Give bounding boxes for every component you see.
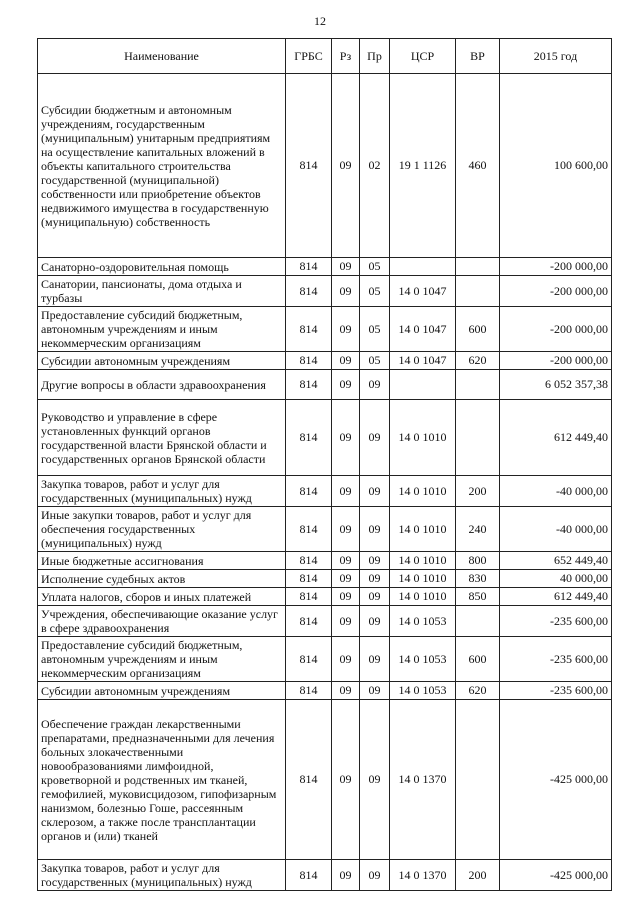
col-header-csr: ЦСР <box>390 39 456 74</box>
amount-cell: -425 000,00 <box>500 860 612 891</box>
amount-cell: -200 000,00 <box>500 307 612 352</box>
rz-cell: 09 <box>332 507 360 552</box>
row-name-cell: Предоставление субсидий бюджетным, автономным учреждениям и иным некоммерческим организациям <box>38 307 286 352</box>
pr-cell: 09 <box>360 588 390 606</box>
rz-cell: 09 <box>332 307 360 352</box>
grbs-cell: 814 <box>286 606 332 637</box>
csr-cell: 14 0 1370 <box>390 700 456 860</box>
grbs-cell: 814 <box>286 570 332 588</box>
amount-cell: -200 000,00 <box>500 276 612 307</box>
vr-cell <box>456 400 500 476</box>
rz-cell: 09 <box>332 276 360 307</box>
amount-cell: -425 000,00 <box>500 700 612 860</box>
csr-cell: 14 0 1010 <box>390 588 456 606</box>
pr-cell: 05 <box>360 352 390 370</box>
col-header-vr: ВР <box>456 39 500 74</box>
pr-cell: 09 <box>360 370 390 400</box>
rz-cell: 09 <box>332 588 360 606</box>
table-row <box>38 588 612 606</box>
table-row <box>38 307 612 352</box>
vr-cell <box>456 606 500 637</box>
rz-cell: 09 <box>332 352 360 370</box>
rz-cell: 09 <box>332 400 360 476</box>
vr-cell: 200 <box>456 860 500 891</box>
grbs-cell: 814 <box>286 860 332 891</box>
col-header-name: Наименование <box>38 39 286 74</box>
vr-cell: 830 <box>456 570 500 588</box>
table-row <box>38 507 612 552</box>
grbs-cell: 814 <box>286 258 332 276</box>
vr-cell: 460 <box>456 74 500 258</box>
row-name-cell: Субсидии бюджетным и автономным учреждениям, государственным (муниципальным) унитарным предприятиям на осуществление капитальных вложений в объекты капитального строительства государственной (муниципальной) собственности или приобретение объектов недвижимого имущества в государственную (муниципальную) собственность <box>38 74 286 258</box>
csr-cell: 14 0 1053 <box>390 682 456 700</box>
csr-cell: 14 0 1047 <box>390 307 456 352</box>
col-header-pr: Пр <box>360 39 390 74</box>
table-row <box>38 552 612 570</box>
csr-cell: 19 1 1126 <box>390 74 456 258</box>
row-name-cell: Закупка товаров, работ и услуг для государственных (муниципальных) нужд <box>38 860 286 891</box>
vr-cell <box>456 700 500 860</box>
table-row <box>38 570 612 588</box>
amount-cell: 612 449,40 <box>500 400 612 476</box>
row-name-cell: Субсидии автономным учреждениям <box>38 352 286 370</box>
pr-cell: 09 <box>360 570 390 588</box>
table-row <box>38 276 612 307</box>
pr-cell: 09 <box>360 700 390 860</box>
rz-cell: 09 <box>332 74 360 258</box>
pr-cell: 09 <box>360 552 390 570</box>
vr-cell: 800 <box>456 552 500 570</box>
rz-cell: 09 <box>332 637 360 682</box>
vr-cell: 600 <box>456 307 500 352</box>
rz-cell: 09 <box>332 682 360 700</box>
grbs-cell: 814 <box>286 507 332 552</box>
vr-cell <box>456 370 500 400</box>
amount-cell: -40 000,00 <box>500 507 612 552</box>
amount-cell: 612 449,40 <box>500 588 612 606</box>
pr-cell: 09 <box>360 637 390 682</box>
row-name-cell: Предоставление субсидий бюджетным, автономным учреждениям и иным некоммерческим организациям <box>38 637 286 682</box>
csr-cell: 14 0 1010 <box>390 476 456 507</box>
vr-cell: 620 <box>456 682 500 700</box>
amount-cell: -40 000,00 <box>500 476 612 507</box>
table-row <box>38 606 612 637</box>
vr-cell: 600 <box>456 637 500 682</box>
row-name-cell: Обеспечение граждан лекарственными препаратами, предназначенными для лечения больных злокачественными новообразованиями лимфоидной, кроветворной и родственных им тканей, гемофилией, муковисцидозом, гипофизарным нанизмом, болезнью Гоше, рассеянным склерозом, а также после трансплантации органов и (или) тканей <box>38 700 286 860</box>
table-row <box>38 400 612 476</box>
table-row <box>38 352 612 370</box>
grbs-cell: 814 <box>286 700 332 860</box>
pr-cell: 09 <box>360 606 390 637</box>
pr-cell: 09 <box>360 682 390 700</box>
rz-cell: 09 <box>332 700 360 860</box>
grbs-cell: 814 <box>286 352 332 370</box>
rz-cell: 09 <box>332 258 360 276</box>
row-name-cell: Исполнение судебных актов <box>38 570 286 588</box>
grbs-cell: 814 <box>286 588 332 606</box>
csr-cell: 14 0 1047 <box>390 352 456 370</box>
row-name-cell: Руководство и управление в сфере установленных функций органов государственной власти Брянской области и государственных органов Брянской области <box>38 400 286 476</box>
grbs-cell: 814 <box>286 476 332 507</box>
csr-cell <box>390 258 456 276</box>
pr-cell: 09 <box>360 400 390 476</box>
table-row <box>38 74 612 258</box>
amount-cell: 6 052 357,38 <box>500 370 612 400</box>
col-header-grbs: ГРБС <box>286 39 332 74</box>
pr-cell: 05 <box>360 307 390 352</box>
amount-cell: -200 000,00 <box>500 258 612 276</box>
pr-cell: 09 <box>360 476 390 507</box>
amount-cell: 100 600,00 <box>500 74 612 258</box>
pr-cell: 02 <box>360 74 390 258</box>
grbs-cell: 814 <box>286 307 332 352</box>
page-number: 12 <box>314 14 326 28</box>
row-name-cell: Другие вопросы в области здравоохранения <box>38 370 286 400</box>
amount-cell: -235 600,00 <box>500 606 612 637</box>
rz-cell: 09 <box>332 606 360 637</box>
row-name-cell: Уплата налогов, сборов и иных платежей <box>38 588 286 606</box>
table-row <box>38 700 612 860</box>
row-name-cell: Иные бюджетные ассигнования <box>38 552 286 570</box>
vr-cell: 620 <box>456 352 500 370</box>
csr-cell <box>390 370 456 400</box>
row-name-cell: Субсидии автономным учреждениям <box>38 682 286 700</box>
table-header-row <box>38 39 612 74</box>
pr-cell: 09 <box>360 507 390 552</box>
table-row <box>38 860 612 891</box>
budget-table <box>37 38 612 891</box>
csr-cell: 14 0 1053 <box>390 606 456 637</box>
pr-cell: 05 <box>360 258 390 276</box>
vr-cell: 850 <box>456 588 500 606</box>
amount-cell: -235 600,00 <box>500 682 612 700</box>
table-row <box>38 637 612 682</box>
pr-cell: 09 <box>360 860 390 891</box>
vr-cell: 240 <box>456 507 500 552</box>
row-name-cell: Санатории, пансионаты, дома отдыха и турбазы <box>38 276 286 307</box>
table-row <box>38 370 612 400</box>
row-name-cell: Учреждения, обеспечивающие оказание услуг в сфере здравоохранения <box>38 606 286 637</box>
row-name-cell: Иные закупки товаров, работ и услуг для обеспечения государственных (муниципальных) нужд <box>38 507 286 552</box>
vr-cell: 200 <box>456 476 500 507</box>
grbs-cell: 814 <box>286 276 332 307</box>
row-name-cell: Закупка товаров, работ и услуг для государственных (муниципальных) нужд <box>38 476 286 507</box>
rz-cell: 09 <box>332 370 360 400</box>
row-name-cell: Санаторно-оздоровительная помощь <box>38 258 286 276</box>
vr-cell <box>456 276 500 307</box>
col-header-rz: Рз <box>332 39 360 74</box>
grbs-cell: 814 <box>286 552 332 570</box>
table-row <box>38 682 612 700</box>
table-row <box>38 476 612 507</box>
csr-cell: 14 0 1010 <box>390 400 456 476</box>
rz-cell: 09 <box>332 860 360 891</box>
grbs-cell: 814 <box>286 400 332 476</box>
grbs-cell: 814 <box>286 682 332 700</box>
rz-cell: 09 <box>332 552 360 570</box>
table-row <box>38 258 612 276</box>
rz-cell: 09 <box>332 570 360 588</box>
csr-cell: 14 0 1053 <box>390 637 456 682</box>
grbs-cell: 814 <box>286 637 332 682</box>
csr-cell: 14 0 1010 <box>390 552 456 570</box>
col-header-year: 2015 год <box>500 39 612 74</box>
csr-cell: 14 0 1010 <box>390 507 456 552</box>
amount-cell: -235 600,00 <box>500 637 612 682</box>
vr-cell <box>456 258 500 276</box>
amount-cell: 652 449,40 <box>500 552 612 570</box>
csr-cell: 14 0 1370 <box>390 860 456 891</box>
grbs-cell: 814 <box>286 370 332 400</box>
csr-cell: 14 0 1047 <box>390 276 456 307</box>
grbs-cell: 814 <box>286 74 332 258</box>
pr-cell: 05 <box>360 276 390 307</box>
amount-cell: 40 000,00 <box>500 570 612 588</box>
csr-cell: 14 0 1010 <box>390 570 456 588</box>
rz-cell: 09 <box>332 476 360 507</box>
amount-cell: -200 000,00 <box>500 352 612 370</box>
